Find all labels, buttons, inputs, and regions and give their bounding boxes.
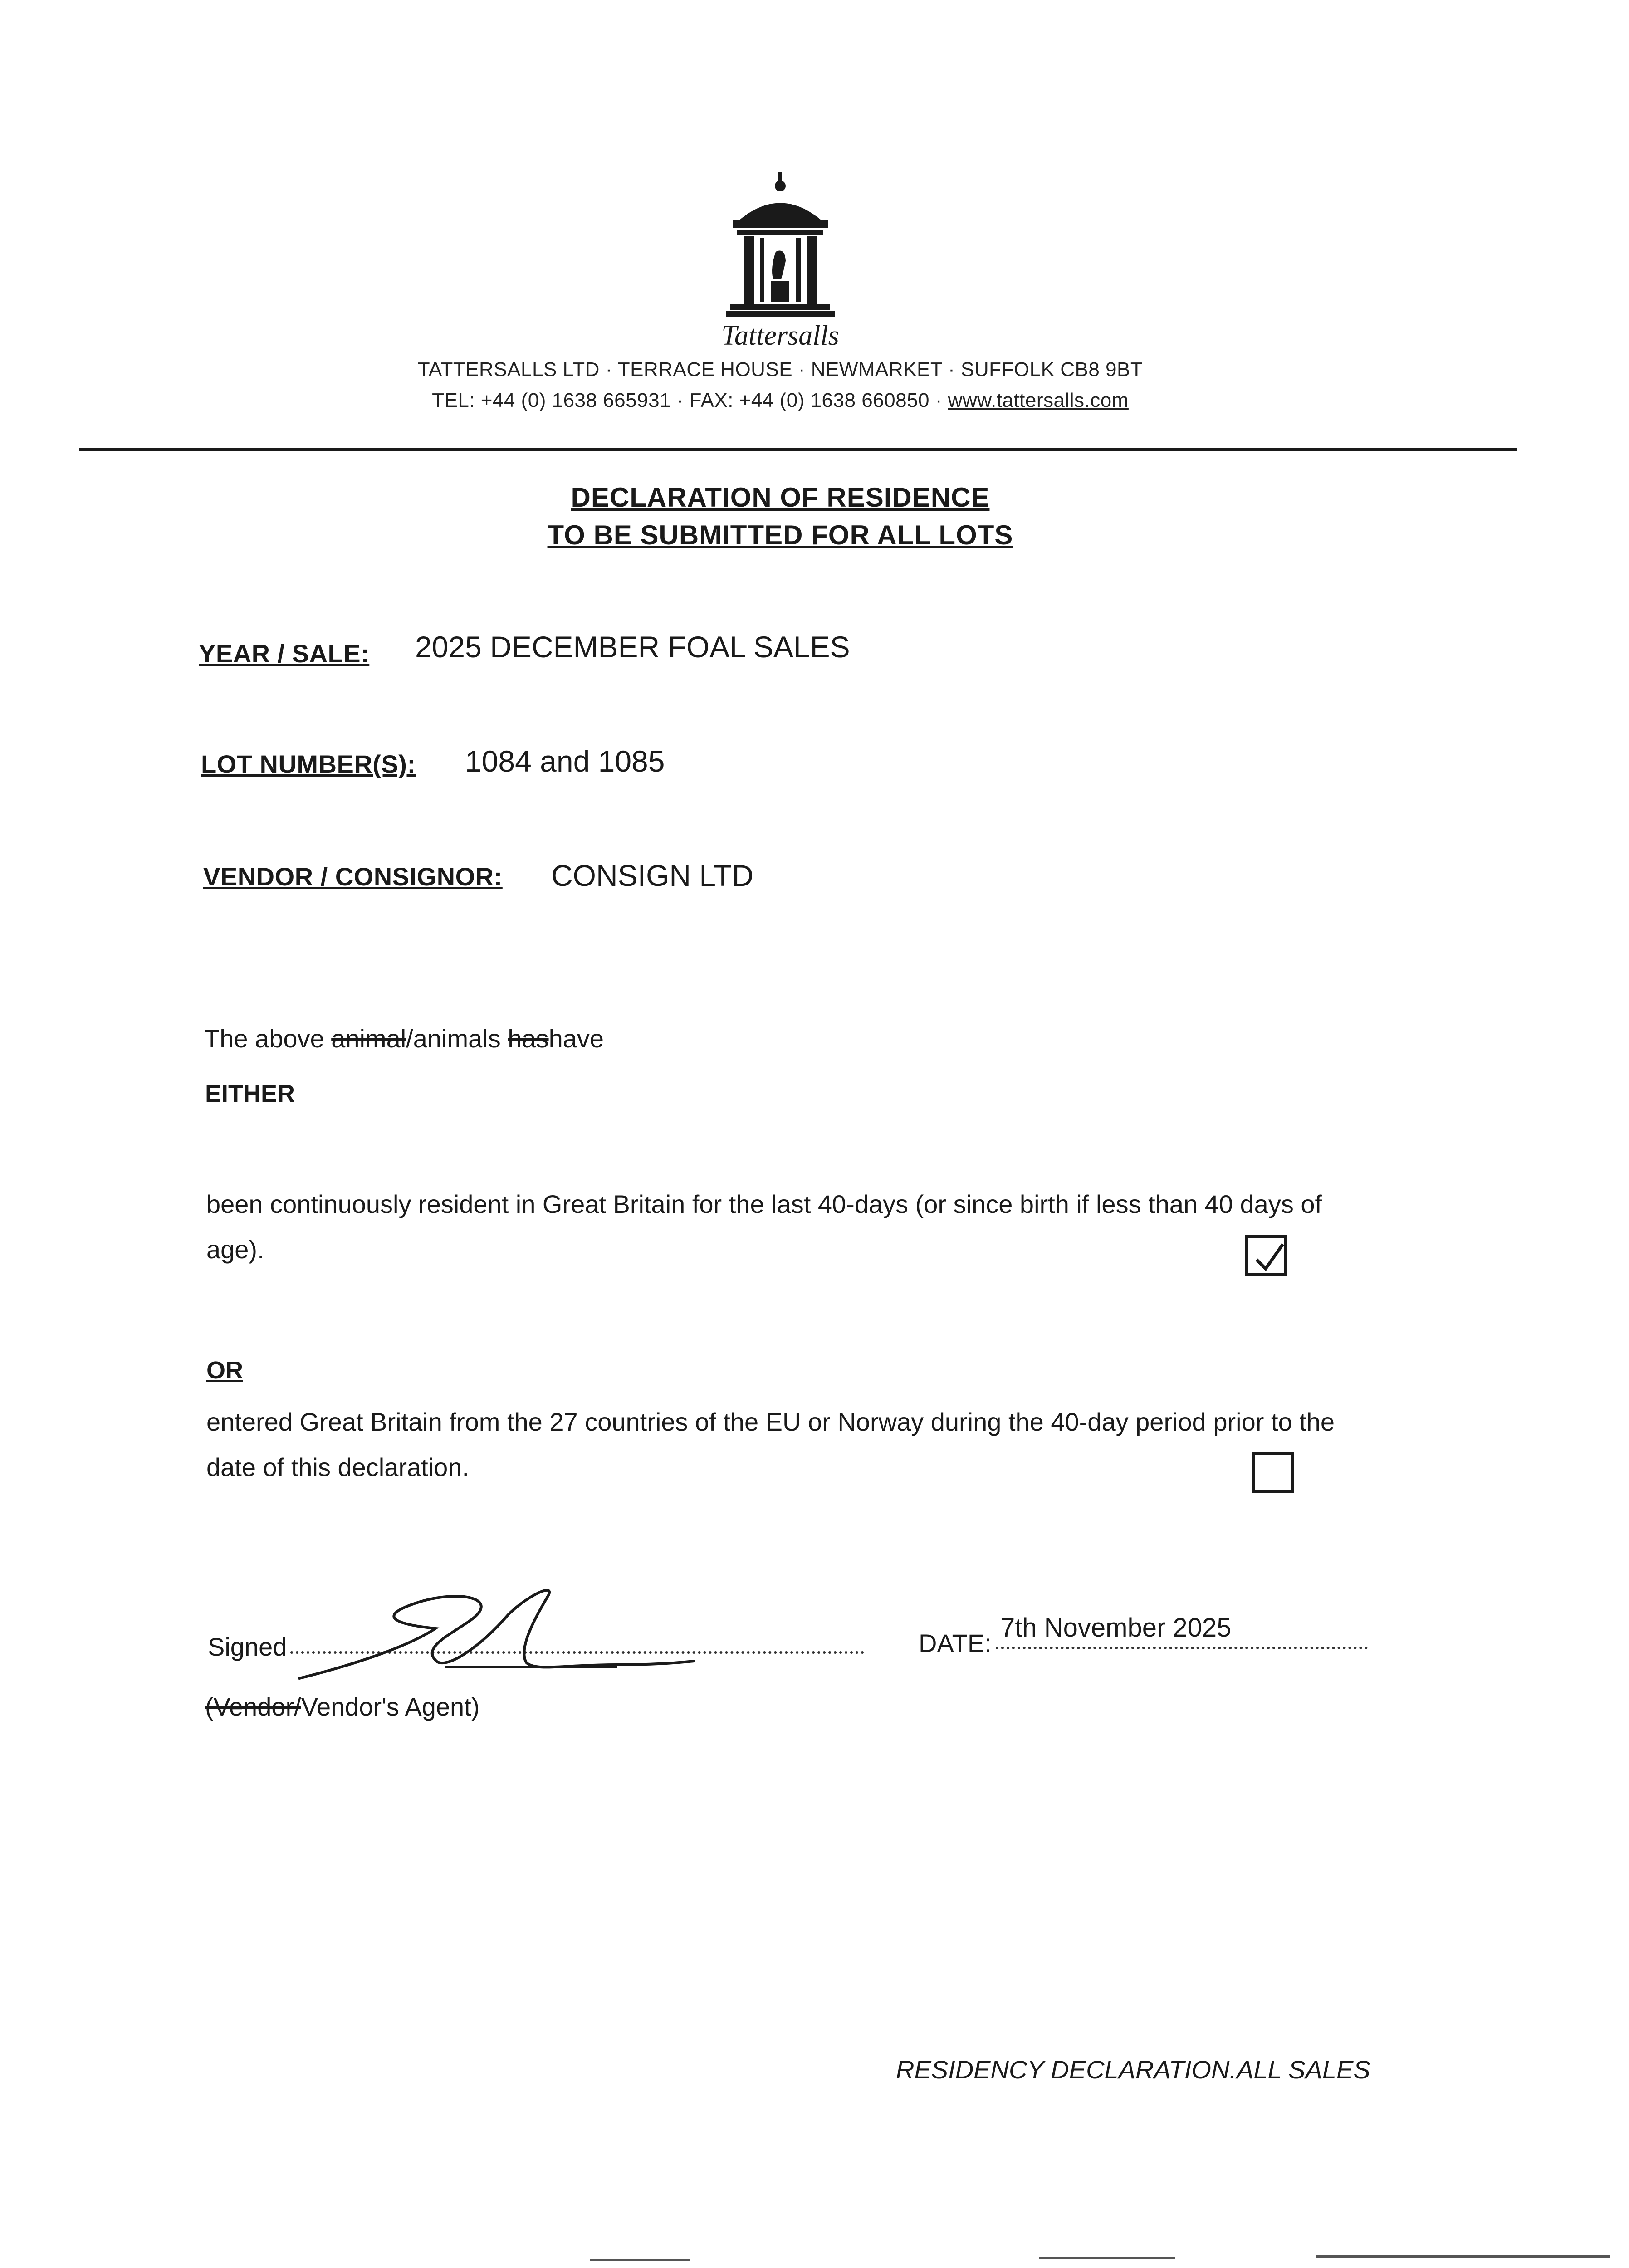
intro-prefix: The above [204, 1024, 332, 1053]
vendor-value: CONSIGN LTD [551, 859, 754, 892]
tattersalls-logo [712, 172, 848, 322]
resident-checkbox[interactable] [1245, 1235, 1287, 1276]
brand-name: Tattersalls [721, 320, 839, 351]
either-heading: EITHER [205, 1080, 295, 1107]
date-line [996, 1647, 1368, 1649]
checkmark-icon [1248, 1238, 1290, 1280]
statement-entered-eu: entered Great Britain from the 27 countries of the EU or Norway during the 40-day period prior to the date of this declaration. [206, 1408, 1335, 1481]
scan-artifact [1039, 2257, 1175, 2259]
company-address: TATTERSALLS LTD · TERRACE HOUSE · NEWMARKET · SUFFOLK CB8 9BT [417, 358, 1143, 381]
intro-sentence [204, 1016, 604, 1061]
entered-eu-checkbox[interactable] [1252, 1452, 1294, 1493]
document-title: DECLARATION OF RESIDENCE [571, 482, 990, 513]
intro-struck-animal: animal [331, 1024, 406, 1053]
scan-artifact [1316, 2255, 1610, 2258]
scan-artifact [590, 2259, 690, 2261]
date-label: DATE: [919, 1629, 992, 1657]
statement-resident: been continuously resident in Great Britain for the last 40-days (or since birth if less than 40 days of age). [206, 1190, 1322, 1264]
intro-mid: /animals [406, 1024, 508, 1053]
intro-suffix: have [548, 1024, 604, 1053]
document-subtitle: TO BE SUBMITTED FOR ALL LOTS [547, 520, 1013, 550]
year-sale-label: YEAR / SALE: [199, 639, 370, 668]
handwritten-signature [272, 1574, 748, 1687]
or-heading: OR [206, 1357, 243, 1384]
vendor-label: VENDOR / CONSIGNOR: [203, 862, 503, 891]
signed-label: Signed [208, 1633, 287, 1661]
agent-role [205, 1692, 479, 1721]
header-divider [79, 448, 1517, 451]
year-sale-value: 2025 DECEMBER FOAL SALES [415, 630, 850, 664]
agent-label: Vendor's Agent) [301, 1692, 480, 1721]
contact-line: TEL: +44 (0) 1638 665931 · FAX: +44 (0) 1638 660850 · [432, 389, 948, 411]
document-footer: RESIDENCY DECLARATION.ALL SALES [896, 2055, 1370, 2084]
website-link[interactable]: www.tattersalls.com [948, 389, 1129, 411]
date-value: 7th November 2025 [1000, 1613, 1232, 1642]
intro-struck-has: has [508, 1024, 549, 1053]
lot-number-value: 1084 and 1085 [465, 744, 665, 778]
agent-struck-vendor: (Vendor/ [205, 1692, 301, 1721]
company-contact [0, 389, 1561, 412]
lot-number-label: LOT NUMBER(S): [201, 750, 416, 778]
